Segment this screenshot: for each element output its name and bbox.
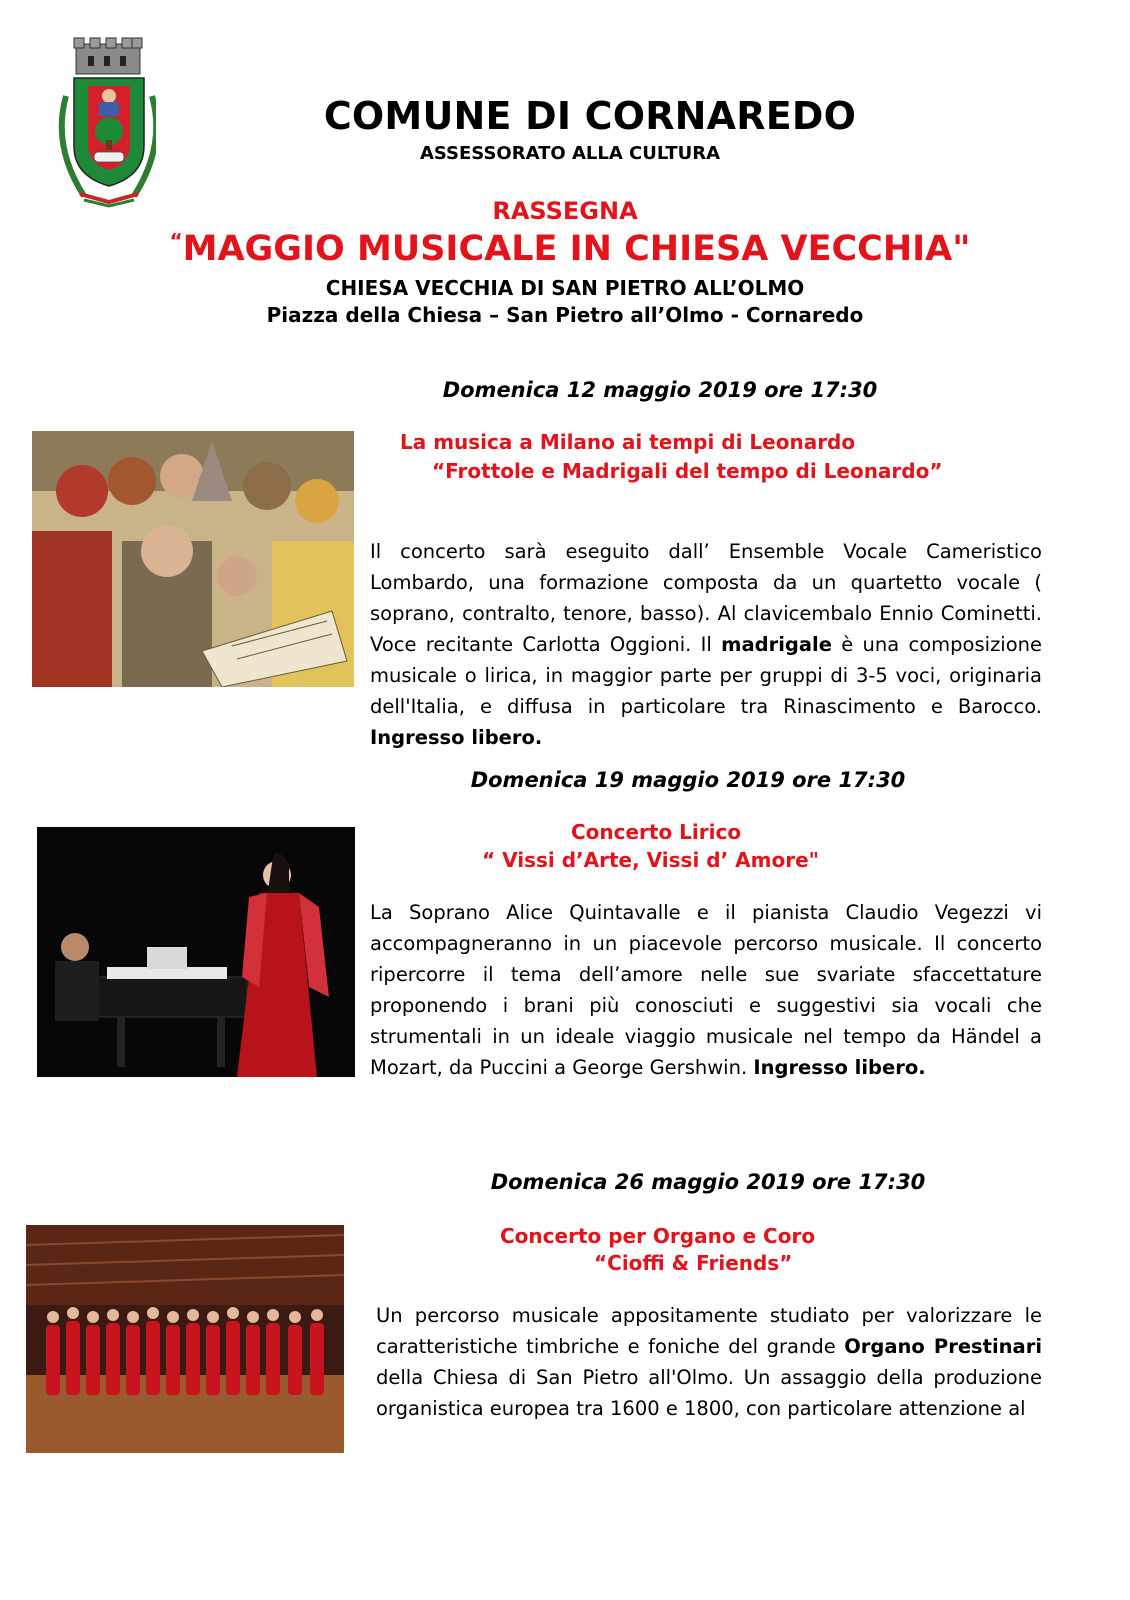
event-title: Concerto Lirico [570, 820, 742, 844]
event-description: Un percorso musicale appositamente studiato per valorizzare le caratteristiche timbriche e foniche del grande Organo Prestinari della Chiesa di San Pietro all'Olmo. Un assaggio della produzione organistica europea tra 1600 e 1800, con particolare attenzione al [376, 1304, 1043, 1420]
event-subtitle: “Cioffi & Friends” [594, 1251, 793, 1275]
page-subtitle: ASSESSORATO ALLA CULTURA [419, 143, 721, 164]
event-image-painting [32, 431, 354, 687]
venue-address: Piazza della Chiesa – San Pietro all’Olmo - Cornaredo [266, 303, 864, 327]
event-description: Il concerto sarà eseguito dall’ Ensemble Vocale Cameristico Lombardo, una formazione composta da un quartetto vocale ( soprano, contralto, tenore, basso). Al clavicembalo Ennio Cominetti. Voce recitante Carlotta Oggioni. Il madrigale è una composizione musicale o lirica, in maggior parte per gruppi di 3-5 voci, originaria dell'Italia, e diffusa in particolare tra Rinascimento e Barocco. Ingresso libero. [370, 540, 1043, 749]
event-image-soprano-pianist [37, 827, 355, 1077]
event-image-choir [26, 1225, 344, 1453]
series-label: RASSEGNA [492, 197, 638, 225]
event-description: La Soprano Alice Quintavalle e il pianista Claudio Vegezzi vi accompagneranno in un piacevole percorso musicale. Il concerto ripercorre il tema dell’amore nelle sue svariate sfaccettature proponendo i brani più conosciuti e suggestivi sia vocali che strumentali in un ideale viaggio musicale nel tempo da Händel a Mozart, da Puccini a George Gershwin. Ingresso libero. [370, 901, 1042, 1079]
event-date: Domenica 19 maggio 2019 ore 17:30 [470, 768, 906, 792]
festival-name: MAGGIO MUSICALE IN CHIESA VECCHIA" [182, 229, 971, 269]
municipal-crest-logo [44, 36, 156, 208]
festival-open-quote: “ [169, 229, 183, 253]
festival-title [120, 229, 1020, 269]
event-title: Concerto per Organo e Coro [500, 1224, 816, 1248]
event-subtitle: “ Vissi d’Arte, Vissi d’ Amore" [482, 848, 820, 872]
page-title: COMUNE DI CORNAREDO [323, 94, 857, 138]
highlight: Organo Prestinari [844, 1335, 1043, 1358]
event-date: Domenica 12 maggio 2019 ore 17:30 [442, 378, 878, 402]
free-entry-note: Ingresso libero. [753, 1056, 926, 1079]
highlight: madrigale [721, 633, 832, 656]
venue-name: CHIESA VECCHIA DI SAN PIETRO ALL’OLMO [325, 276, 805, 300]
free-entry-note: Ingresso libero. [370, 726, 543, 749]
event-title: La musica a Milano ai tempi di Leonardo [400, 430, 856, 454]
event-date: Domenica 26 maggio 2019 ore 17:30 [490, 1170, 926, 1194]
event-subtitle: “Frottole e Madrigali del tempo di Leonardo” [432, 459, 943, 483]
